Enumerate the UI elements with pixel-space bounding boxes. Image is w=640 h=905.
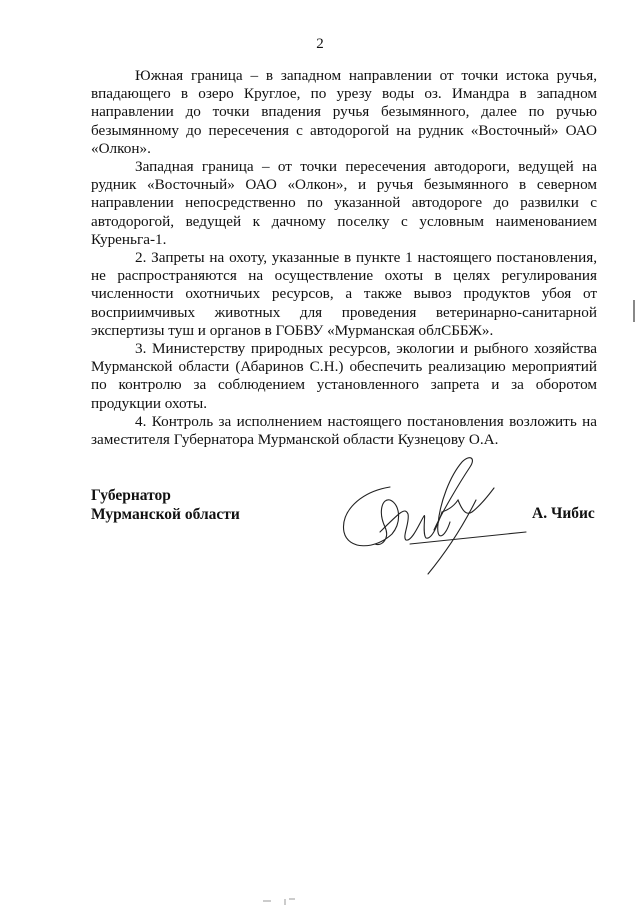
scan-artifact (255, 897, 315, 905)
document-body (91, 67, 597, 449)
paragraph-item-2: 2. Запреты на охоту, указанные в пункте 1 настоящего постановления, не распространяются на осуществление охоты в целях регулирования численности охотничьих ресурсов, а также вывоз продуктов убоя от восприимчивых животных для проведения ветеринарно-санитарной экспертизы туш и органов в ГОБВУ «Мурманская облСББЖ». (91, 249, 597, 339)
paragraph-west-border: Западная граница – от точки пересечения автодороги, ведущей на рудник «Восточный» ОАО «Олкон», и ручья безымянного в северном направлении непосредственно по указанной автодороге до развилки с автодорогой, ведущей к дачному поселку с условным наименованием Куреньга-1. (91, 158, 597, 248)
signatory-title-line1: Губернатор (91, 487, 171, 504)
margin-mark (633, 300, 635, 322)
signatory-title (91, 486, 240, 524)
paragraph-south-border: Южная граница – в западном направлении от точки истока ручья, впадающего в озеро Круглое, по урезу воды оз. Имандра в западном направлении до точки впадения ручья безымянного, далее по ручью безымянному до пересечения с автодорогой на рудник «Восточный» ОАО «Олкон». (91, 67, 597, 157)
page-number: 2 (316, 36, 324, 52)
signatory-title-line2: Мурманской области (91, 506, 240, 523)
paragraph-item-4: 4. Контроль за исполнением настоящего постановления возложить на заместителя Губернатора Мурманской области Кузнецову О.А. (91, 412, 597, 449)
signatory-name: А. Чибис (532, 505, 595, 522)
handwritten-signature (330, 452, 530, 582)
paragraph-item-3: 3. Министерству природных ресурсов, экологии и рыбного хозяйства Мурманской области (Абаринов С.Н.) обеспечить реализацию мероприятий по контролю за соблюдением установленного запрета и за оборотом продукции охоты. (91, 340, 597, 412)
